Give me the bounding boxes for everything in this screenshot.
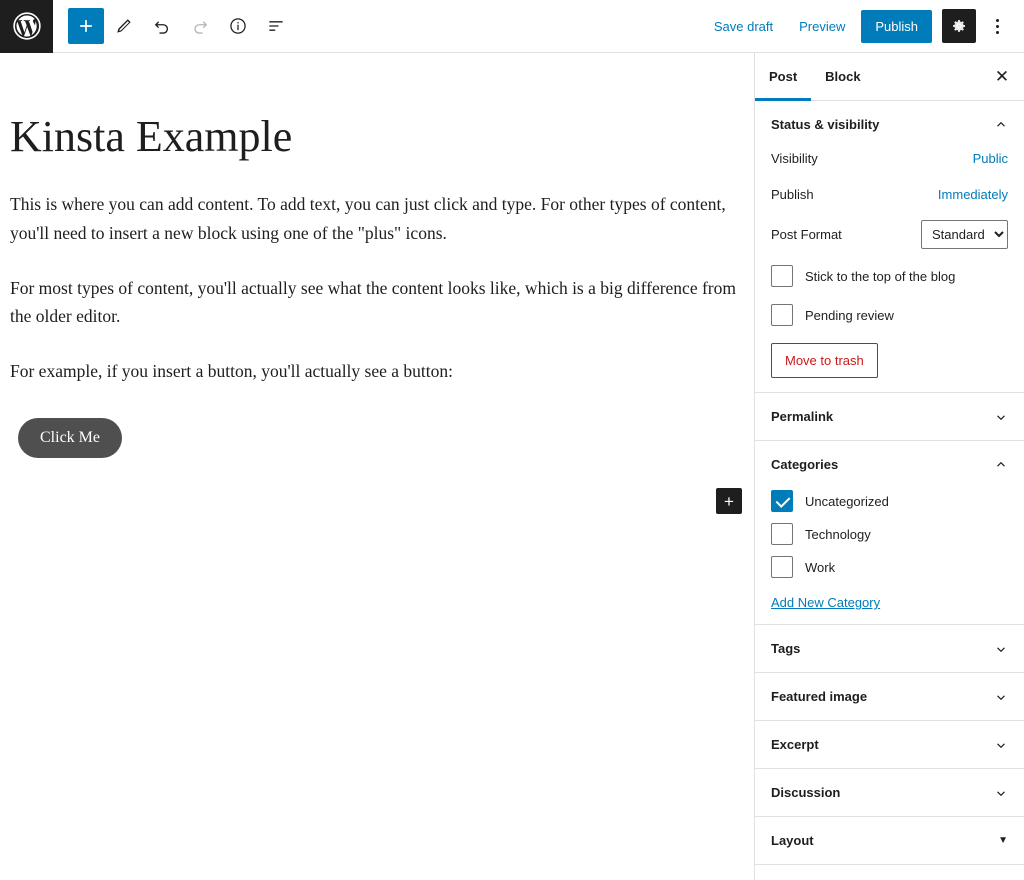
category-label-technology: Technology: [805, 526, 871, 542]
chevron-up-icon: [994, 118, 1008, 132]
editor-toolbar: [0, 0, 1024, 53]
visibility-row: [771, 148, 1008, 168]
sticky-label: Stick to the top of the blog: [805, 268, 956, 284]
editor-canvas[interactable]: [0, 53, 755, 880]
panel-layout: [755, 817, 1024, 865]
undo-button[interactable]: [144, 8, 180, 44]
panel-permalink-title: Permalink: [771, 409, 834, 424]
categories-list: [771, 490, 1008, 624]
panel-status-visibility-title: Status & visibility: [771, 117, 880, 132]
panel-tags-title: Tags: [771, 641, 801, 656]
category-checkbox-technology[interactable]: [771, 523, 793, 545]
kebab-dots: [996, 19, 999, 34]
panel-excerpt: [755, 721, 1024, 769]
settings-gear-icon[interactable]: [942, 9, 976, 43]
sticky-checkbox[interactable]: [771, 265, 793, 287]
block-inserter-plus-icon[interactable]: +: [716, 488, 742, 514]
category-checkbox-work[interactable]: [771, 556, 793, 578]
list-view-button[interactable]: [258, 8, 294, 44]
post-title[interactable]: Kinsta Example: [10, 112, 293, 161]
publish-row: [771, 184, 1008, 204]
category-checkbox-uncategorized[interactable]: [771, 490, 793, 512]
wordpress-logo-icon[interactable]: [0, 0, 53, 53]
chevron-down-icon: [994, 690, 1008, 704]
chevron-down-icon: [994, 410, 1008, 424]
panel-status-visibility-header[interactable]: [771, 101, 1008, 148]
publish-label: Publish: [771, 186, 814, 202]
panel-excerpt-header[interactable]: [771, 721, 1008, 768]
details-button[interactable]: [220, 8, 256, 44]
category-row-uncategorized[interactable]: [771, 490, 1008, 512]
chevron-down-icon: [994, 738, 1008, 752]
paragraph-block-3[interactable]: For example, if you insert a button, you'll actually see a button:: [10, 361, 453, 382]
panel-excerpt-title: Excerpt: [771, 737, 819, 752]
more-options-kebab-icon[interactable]: [982, 9, 1012, 43]
sticky-checkbox-row[interactable]: [771, 265, 1008, 287]
redo-button[interactable]: [182, 8, 218, 44]
close-sidebar-icon[interactable]: ✕: [980, 53, 1024, 101]
visibility-label: Visibility: [771, 150, 818, 166]
visibility-value-button[interactable]: Public: [972, 150, 1008, 166]
move-to-trash-button[interactable]: Move to trash: [771, 343, 878, 378]
category-label-uncategorized: Uncategorized: [805, 493, 889, 509]
panel-featured-image-header[interactable]: [771, 673, 1008, 720]
paragraph-block-1[interactable]: This is where you can add content. To add text, you can just click and type. For other types of content, you'll need to insert a new block using one of the "plus" icons.: [10, 193, 726, 243]
tab-post[interactable]: Post: [755, 53, 811, 101]
settings-sidebar: [755, 53, 1024, 880]
caret-down-icon: ▼: [998, 835, 1008, 846]
sidebar-tabs: [755, 53, 1024, 101]
panel-status-visibility-body: [771, 148, 1008, 392]
category-row-work[interactable]: [771, 556, 1008, 578]
tab-block[interactable]: Block: [811, 53, 874, 101]
post-format-select[interactable]: [921, 220, 1008, 249]
panel-discussion-header[interactable]: [771, 769, 1008, 816]
pending-review-checkbox[interactable]: [771, 304, 793, 326]
panel-categories-title: Categories: [771, 457, 839, 472]
chevron-up-icon: [994, 458, 1008, 472]
panel-permalink-header[interactable]: [771, 393, 1008, 440]
panel-discussion: [755, 769, 1024, 817]
chevron-down-icon: [994, 786, 1008, 800]
post-format-label: Post Format: [771, 227, 842, 242]
pending-review-checkbox-row[interactable]: [771, 304, 1008, 326]
panel-categories: [755, 441, 1024, 625]
post-format-row: [771, 220, 1008, 249]
panel-permalink: [755, 393, 1024, 441]
toolbar-left-tools: [53, 8, 294, 44]
publish-value-button[interactable]: Immediately: [937, 186, 1008, 202]
click-me-button[interactable]: Click Me: [18, 418, 122, 458]
panel-tags-header[interactable]: [771, 625, 1008, 672]
panel-layout-header[interactable]: [771, 817, 1008, 864]
panel-tags: [755, 625, 1024, 673]
panel-featured-image: [755, 673, 1024, 721]
panel-status-visibility: [755, 101, 1024, 393]
category-row-technology[interactable]: [771, 523, 1008, 545]
save-draft-button[interactable]: Save draft: [704, 13, 783, 40]
add-block-button[interactable]: [68, 8, 104, 44]
panel-discussion-title: Discussion: [771, 785, 841, 800]
chevron-down-icon: [994, 642, 1008, 656]
add-new-category-link[interactable]: Add New Category: [771, 595, 881, 610]
edit-tool-button[interactable]: [106, 8, 142, 44]
preview-button[interactable]: Preview: [789, 13, 855, 40]
toolbar-right-actions: [704, 9, 1024, 43]
panel-layout-title: Layout: [771, 833, 814, 848]
publish-button[interactable]: Publish: [861, 10, 932, 43]
panel-categories-header[interactable]: [771, 441, 1008, 488]
panel-featured-image-title: Featured image: [771, 689, 868, 704]
paragraph-block-2[interactable]: For most types of content, you'll actually see what the content looks like, which is a big difference from the older editor.: [10, 277, 736, 327]
category-label-work: Work: [805, 559, 836, 575]
pending-review-label: Pending review: [805, 307, 894, 323]
